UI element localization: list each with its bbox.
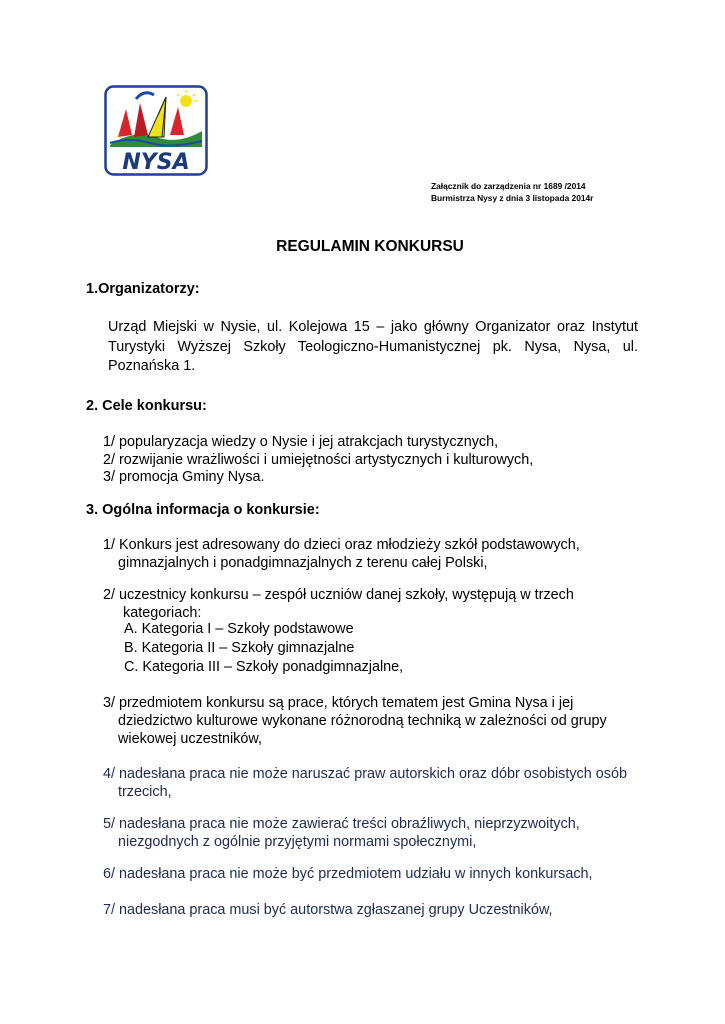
category-item: B. Kategoria II – Szkoły gimnazjalne — [124, 640, 355, 656]
category-item: A. Kategoria I – Szkoły podstawowe — [124, 621, 354, 637]
general-item-7: 7/ nadesłana praca musi być autorstwa zgłaszanej grupy Uczestników, — [103, 902, 553, 918]
nysa-logo — [104, 85, 208, 176]
section-organizers-heading: 1.Organizatorzy: — [86, 281, 200, 297]
page-title: REGULAMIN KONKURSU — [276, 238, 464, 255]
general-item-line: wiekowej uczestników, — [118, 731, 262, 747]
nysa-logo-graphic — [104, 85, 208, 176]
category-item: C. Kategoria III – Szkoły ponadgimnazjalne, — [124, 659, 404, 675]
logo-text: NYSA — [122, 150, 190, 175]
header-note — [431, 180, 593, 204]
goals-item: 1/ popularyzacja wiedzy o Nysie i jej atrakcjach turystycznych, — [103, 434, 499, 450]
general-item-line: niezgodnych z ogólnie przyjętymi normami społecznymi, — [118, 834, 477, 850]
general-item-line: gimnazjalnych i ponadgimnazjalnych z terenu całej Polski, — [118, 555, 488, 571]
goals-item: 2/ rozwijanie wrażliwości i umiejętności artystycznych i kulturowych, — [103, 451, 534, 468]
general-item-5 — [103, 815, 580, 851]
section-goals-heading: 2. Cele konkursu: — [86, 398, 207, 414]
goals-item: 3/ promocja Gminy Nysa. — [103, 469, 265, 485]
general-item-2 — [103, 586, 574, 622]
general-item-line: 4/ nadesłana praca nie może naruszać praw autorskich oraz dóbr osobistych osób — [103, 766, 627, 782]
general-item-line: kategoriach: — [123, 605, 202, 621]
organizers-paragraph — [108, 318, 638, 377]
general-item-1 — [103, 536, 580, 572]
general-item-line: 2/ uczestnicy konkursu – zespół uczniów danej szkoły, występują w trzech — [103, 587, 574, 603]
organizers-line: Poznańska 1. — [108, 358, 196, 374]
general-item-line: 5/ nadesłana praca nie może zawierać treści obraźliwych, nieprzyzwoitych, — [103, 816, 580, 832]
goals-list — [103, 434, 533, 487]
general-item-line: dziedzictwo kulturowe wykonane różnorodną techniką w zależności od grupy — [118, 713, 607, 729]
header-note-line-1: Załącznik do zarządzenia nr 1689 /2014 — [431, 181, 586, 191]
general-item-4 — [103, 765, 627, 801]
general-item-line: 1/ Konkurs jest adresowany do dzieci oraz młodzieży szkół podstawowych, — [103, 537, 580, 553]
categories-list — [124, 620, 403, 677]
general-item-line: trzecich, — [118, 784, 172, 800]
general-item-3 — [103, 694, 607, 748]
section-general-heading: 3. Ogólna informacja o konkursie: — [86, 502, 320, 518]
organizers-line: Urząd Miejski w Nysie, ul. Kolejowa 15 – jako główny Organizator oraz Instytut — [108, 319, 638, 335]
general-item-line: 3/ przedmiotem konkursu są prace, których tematem jest Gmina Nysa i jej — [103, 695, 574, 711]
general-item-6: 6/ nadesłana praca nie może być przedmiotem udziału w innych konkursach, — [103, 866, 593, 882]
header-note-line-2: Burmistrza Nysy z dnia 3 listopada 2014r — [431, 193, 594, 203]
organizers-line: Turystyki Wyższej Szkoły Teologiczno-Humanistycznej pk. Nysa, Nysa, ul. — [108, 338, 638, 355]
